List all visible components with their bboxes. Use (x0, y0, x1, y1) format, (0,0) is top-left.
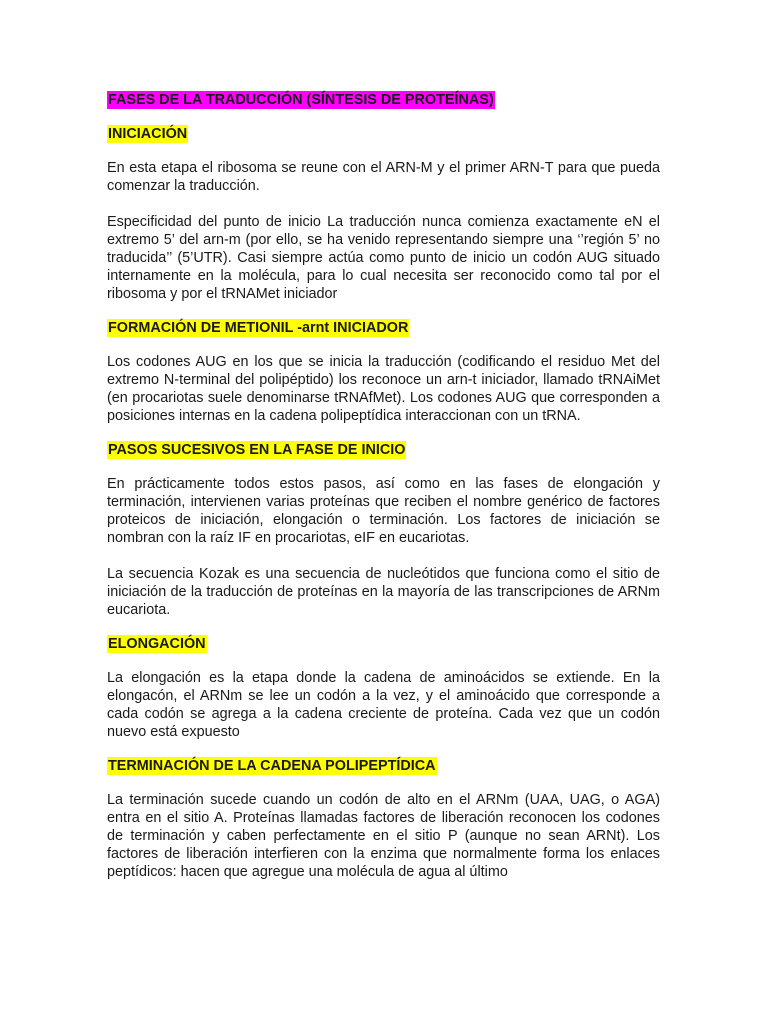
document-title: FASES DE LA TRADUCCIÓN (SÍNTESIS DE PROTEÍNAS) (108, 92, 494, 108)
section-heading-terminacion: TERMINACIÓN DE LA CADENA POLIPEPTÍDICA (108, 758, 436, 774)
paragraph: En prácticamente todos estos pasos, así como en las fases de elongación y terminación, intervienen varias proteínas que reciben el nombre genérico de factores proteicos de iniciación, elongación o terminación. Los factores de iniciación se nombran con la raíz IF en procariotas, eIF en eucariotas. (107, 476, 660, 546)
paragraph: La elongación es la etapa donde la cadena de aminoácidos se extiende. En la elongacón, el ARNm se lee un codón a la vez, y el aminoácido que corresponde a cada codón se agrega a la cadena creciente de proteína. Cada vez que un codón nuevo está expuesto (107, 670, 660, 740)
document-body (107, 91, 660, 881)
paragraph: En esta etapa el ribosoma se reune con el ARN-M y el primer ARN-T para que pueda comenzar la traducción. (107, 160, 660, 194)
paragraph: La terminación sucede cuando un codón de alto en el ARNm (UAA, UAG, o AGA) entra en el sitio A. Proteínas llamadas factores de liberación reconocen los codones de terminación y caben perfectamente en el sitio P (aunque no sean ARNt). Los factores de liberación interfieren con la enzima que normalmente forma los enlaces peptídicos: hacen que agregue una molécula de agua al último (107, 792, 660, 880)
paragraph: Especificidad del punto de inicio La traducción nunca comienza exactamente eN el extremo 5’ del arn-m (por ello, se ha venido representando siempre una ‘’región 5’ no traducida’’ (5’UTR). Casi siempre actúa como punto de inicio un codón AUG situado internamente en la molécula, para lo cual necesita ser reconocido como tal por el ribosoma y por el tRNAMet iniciador (107, 214, 660, 302)
section-heading-elongacion: ELONGACIÓN (108, 636, 206, 652)
section-heading-iniciacion: INICIACIÓN (108, 126, 188, 142)
paragraph: La secuencia Kozak es una secuencia de nucleótidos que funciona como el sitio de iniciación de la traducción de proteínas en la mayoría de las transcripciones de ARNm eucariota. (107, 566, 660, 618)
paragraph: Los codones AUG en los que se inicia la traducción (codificando el residuo Met del extremo N-terminal del polipéptido) los reconoce un arn-t iniciador, llamado tRNAiMet (en procariotas suele denominarse tRNAfMet). Los codones AUG que corresponden a posiciones internas en la cadena polipeptídica interaccionan con un tRNA. (107, 354, 660, 424)
section-heading-pasos-sucesivos: PASOS SUCESIVOS EN LA FASE DE INICIO (108, 442, 406, 458)
section-heading-formacion-metionil: FORMACIÓN DE METIONIL -arnt INICIADOR (108, 320, 409, 336)
